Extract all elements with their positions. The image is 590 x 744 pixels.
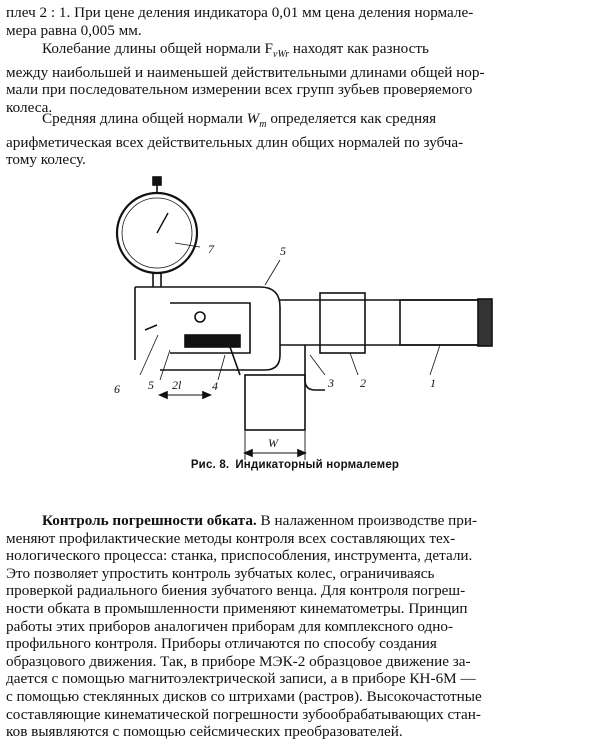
lever-block <box>185 335 240 347</box>
symbol-subscript: m <box>259 119 267 131</box>
figure-label: 5 <box>280 244 286 258</box>
indicator-needle <box>157 213 168 233</box>
leader-5-bottom <box>160 350 170 380</box>
text-segment: В налаженном производстве при- <box>256 512 478 529</box>
text-line: колеса. <box>6 98 53 116</box>
text-line: Это позволяет упростить контроль зубчатых колес, ограничиваясь <box>6 564 435 582</box>
text-line: образцового движения. Так, в приборе МЭК-2 образцовое движение за- <box>6 652 471 670</box>
figure-label: 6 <box>114 382 120 396</box>
arrow-right <box>203 392 210 398</box>
indicator-gauge-figure <box>100 175 520 465</box>
arrow-left <box>245 450 252 456</box>
symbol: W <box>246 110 260 127</box>
arrow-left <box>160 392 167 398</box>
leader-3 <box>310 355 325 375</box>
housing-outline <box>135 287 280 370</box>
indicator-knob <box>153 177 161 185</box>
figure-label: 5 <box>148 378 154 392</box>
shaft <box>280 300 485 345</box>
measuring-jaw <box>145 325 157 330</box>
text-line: профильного контроля. Приборы отличаются по способу создания <box>6 635 437 653</box>
text-segment: определяется как средняя <box>266 110 437 127</box>
text-line: тому колесу. <box>6 151 86 169</box>
figure-caption <box>0 459 590 471</box>
text-line: арифметическая всех действительных длин общих нормалей по зубча- <box>6 133 464 151</box>
knurled-knob <box>478 299 492 346</box>
figure-label: 4 <box>212 379 218 393</box>
text-line: мера равна 0,005 мм. <box>6 21 142 39</box>
leader-5-top <box>265 260 280 285</box>
figure-label: W <box>268 436 278 450</box>
text-line: ности обката в промышленности применяют кинематометры. Принцип <box>6 599 468 617</box>
text-line: между наибольшей и наименьшей действительными длинами общей нор- <box>6 63 485 81</box>
text-line <box>6 110 584 134</box>
tube-1 <box>400 300 480 345</box>
paragraph-3 <box>6 110 584 169</box>
gear-contact-block <box>245 375 305 430</box>
paragraph-1 <box>6 4 584 39</box>
figure-label: 7 <box>208 242 214 256</box>
paragraph-4 <box>6 512 584 741</box>
text-line <box>6 512 584 530</box>
paragraph-2 <box>6 40 584 116</box>
leader-4 <box>218 355 225 380</box>
text-line: дается с помощью магнитоэлектрической записи, а в приборе КН-6М — <box>6 670 476 688</box>
caption-number: Рис. 8. <box>190 459 230 471</box>
text-line: работы этих приборов аналогичен приборам для комплексного одно- <box>6 617 454 635</box>
text-line <box>6 40 584 64</box>
text-line: проверкой радиального биения зубчатого венца. Для контроля погреш- <box>6 582 466 600</box>
leader-1 <box>430 345 440 375</box>
leader-6 <box>140 335 158 375</box>
text-line: мали при последовательном измерении всех групп зубьев проверяемого <box>6 81 473 99</box>
text-segment: Средняя длина общей нормали <box>42 110 247 127</box>
text-line: плеч 2 : 1. При цене деления индикатора 0,01 мм цена деления нормале- <box>6 4 474 21</box>
bracket-3 <box>305 345 325 390</box>
figure-label: 1 <box>430 376 436 390</box>
figure-label: 3 <box>328 376 334 390</box>
caption-text: Индикаторный нормалемер <box>235 459 400 471</box>
arrow-right <box>298 450 305 456</box>
text-line: с помощью стеклянных дисков со штрихами (растров). Высокочастотные <box>6 687 482 705</box>
text-line: меняют профилактические методы контроля всех составляющих тех- <box>6 529 456 547</box>
leader-2 <box>350 353 358 375</box>
text-line: ков выявляются с помощью сейсмических преобразователей. <box>6 723 403 741</box>
text-line: нологического процесса: станка, приспособления, инструмента, детали. <box>6 547 473 565</box>
text-line: составляющие кинематической погрешности зубообрабатывающих стан- <box>6 705 481 723</box>
pivot <box>195 312 205 322</box>
figure-label: 2 <box>360 376 366 390</box>
text-segment: находят как разность <box>289 40 429 57</box>
section-lead: Контроль погрешности обката. <box>42 512 257 529</box>
sleeve-2 <box>320 293 365 353</box>
symbol-subscript: vWr <box>273 49 290 61</box>
text-segment: Колебание длины общей нормали F <box>42 40 274 57</box>
figure-label: 2l <box>172 378 182 392</box>
